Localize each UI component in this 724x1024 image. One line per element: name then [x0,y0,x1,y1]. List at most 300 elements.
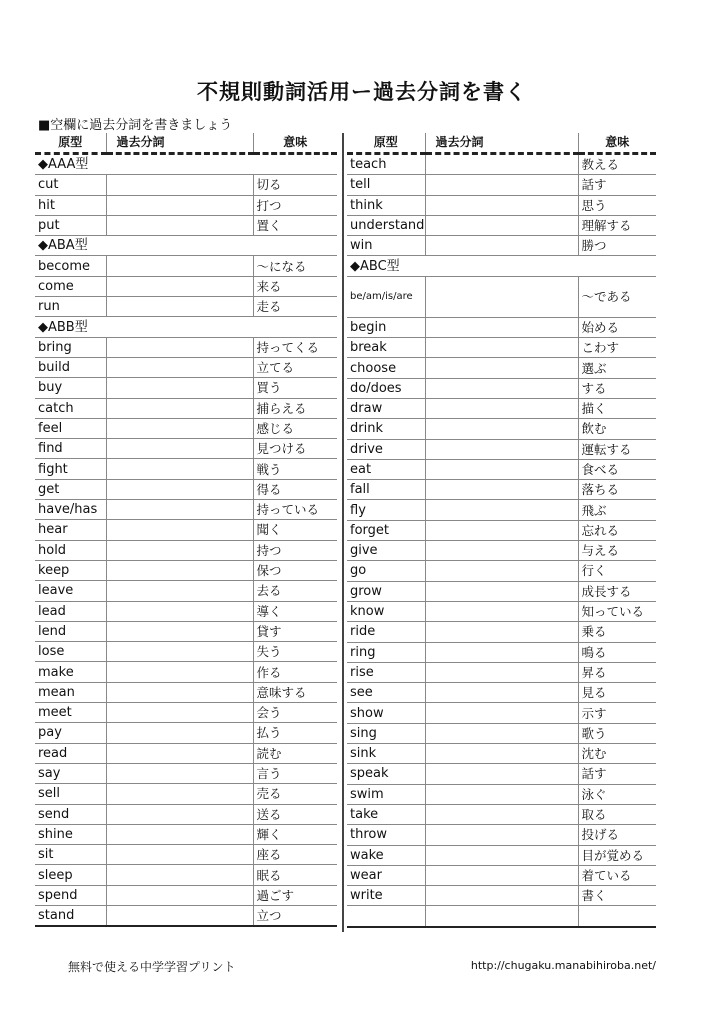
verb-base-form: ring [347,642,425,662]
verb-meaning: 話す [578,764,656,784]
past-participle-blank[interactable] [425,561,578,581]
past-participle-blank[interactable] [106,418,253,438]
verb-base-form: get [35,479,106,499]
verb-base-form: shine [35,824,106,844]
verb-base-form: wear [347,865,425,885]
page-title: 不規則動詞活用ー過去分詞を書く [197,80,527,104]
verb-base-form: bring [35,337,106,357]
verb-row [35,682,337,702]
verb-base-form: do/does [347,378,425,398]
verb-meaning: 保つ [253,560,337,580]
verb-meaning: 去る [253,581,337,601]
past-participle-blank[interactable] [425,845,578,865]
verb-row [35,662,337,682]
verb-row [35,784,337,804]
verb-base-form: wake [347,845,425,865]
verb-meaning: 座る [253,845,337,865]
past-participle-blank[interactable] [106,195,253,215]
verb-meaning: 言う [253,763,337,783]
verb-base-form: hear [35,520,106,540]
past-participle-blank[interactable] [425,804,578,824]
verb-meaning: 忘れる [578,520,656,540]
verb-row [35,215,337,235]
verb-base-form: find [35,439,106,459]
verb-meaning: ～である [578,276,656,317]
verb-meaning: 会う [253,703,337,723]
section-label: ◆ABB型 [35,317,337,337]
verb-meaning: 食べる [578,459,656,479]
verb-base-form: stand [35,905,106,926]
verb-base-form: come [35,276,106,296]
verb-row [347,865,656,885]
left-verb-table-panel [35,133,337,927]
verb-base-form: draw [347,398,425,418]
verb-row [347,561,656,581]
table-header-row [35,133,337,154]
verb-row [347,459,656,479]
verb-row [347,500,656,520]
verb-base-form: say [35,763,106,783]
past-participle-blank[interactable] [106,560,253,580]
verb-base-form: sleep [35,865,106,885]
verb-base-form: send [35,804,106,824]
verb-meaning: 切る [253,175,337,195]
verb-base-form: choose [347,358,425,378]
past-participle-blank[interactable] [425,906,578,927]
past-participle-blank[interactable] [106,500,253,520]
verb-base-form: hold [35,540,106,560]
verb-base-form: win [347,236,425,256]
verb-base-form: feel [35,418,106,438]
verb-row [35,276,337,296]
verb-base-form: hit [35,195,106,215]
past-participle-blank[interactable] [425,154,578,175]
verb-row [35,804,337,824]
verb-meaning: 聞く [253,520,337,540]
verb-base-form: lose [35,642,106,662]
verb-meaning: 始める [578,317,656,337]
verb-meaning: 得る [253,479,337,499]
verb-meaning: 立てる [253,357,337,377]
verb-row [35,824,337,844]
verb-base-form: catch [35,398,106,418]
past-participle-blank[interactable] [106,885,253,905]
verb-meaning: 乗る [578,622,656,642]
past-participle-blank[interactable] [106,357,253,377]
past-participle-blank[interactable] [106,784,253,804]
past-participle-blank[interactable] [106,297,253,317]
verb-base-form: go [347,561,425,581]
past-participle-blank[interactable] [425,865,578,885]
verb-meaning: 描く [578,398,656,418]
past-participle-blank[interactable] [106,581,253,601]
verb-row [347,784,656,804]
verb-base-form: drive [347,439,425,459]
past-participle-blank[interactable] [425,338,578,358]
verb-row [35,418,337,438]
verb-meaning: 泳ぐ [578,784,656,804]
past-participle-blank[interactable] [106,763,253,783]
verb-base-form: put [35,215,106,235]
verb-row [35,500,337,520]
past-participle-blank[interactable] [425,358,578,378]
past-participle-blank[interactable] [425,581,578,601]
verb-base-form: be/am/is/are [347,276,425,317]
verb-base-form: see [347,683,425,703]
past-participle-blank[interactable] [425,276,578,317]
past-participle-blank[interactable] [425,459,578,479]
verb-base-form: read [35,743,106,763]
past-participle-blank[interactable] [106,256,253,276]
verb-row [35,540,337,560]
verb-meaning: 来る [253,276,337,296]
verb-row [347,723,656,743]
verb-row [35,439,337,459]
verb-meaning: 思う [578,195,656,215]
verb-meaning: こわす [578,338,656,358]
instruction-text: ■空欄に過去分詞を書きましょう [38,118,233,133]
past-participle-blank[interactable] [425,784,578,804]
past-participle-blank[interactable] [425,398,578,418]
verb-row [35,520,337,540]
verb-base-form: sell [35,784,106,804]
verb-meaning: 選ぶ [578,358,656,378]
verb-meaning: 意味する [253,682,337,702]
verb-meaning: 落ちる [578,480,656,500]
verb-row [35,743,337,763]
verb-base-form: understand [347,215,425,235]
verb-row [347,154,656,175]
verb-base-form: mean [35,682,106,702]
verb-row [347,581,656,601]
verb-row [347,845,656,865]
verb-row [347,358,656,378]
past-participle-blank[interactable] [425,662,578,682]
panel-divider [342,133,344,932]
verb-meaning: 知っている [578,601,656,621]
verb-row [347,886,656,906]
verb-row [347,541,656,561]
verb-base-form: fight [35,459,106,479]
left-verb-table [35,133,337,927]
header-form: 原型 [35,133,106,154]
past-participle-blank[interactable] [106,175,253,195]
verb-base-form: show [347,703,425,723]
past-participle-blank[interactable] [106,276,253,296]
verb-meaning: 持ってくる [253,337,337,357]
verb-row [347,317,656,337]
verb-meaning: 売る [253,784,337,804]
verb-base-form: swim [347,784,425,804]
footer-site-name: 無料で使える中学学習プリント [68,960,236,974]
past-participle-blank[interactable] [106,824,253,844]
past-participle-blank[interactable] [106,378,253,398]
verb-base-form: throw [347,825,425,845]
verb-meaning: 打つ [253,195,337,215]
past-participle-blank[interactable] [425,520,578,540]
verb-row [347,744,656,764]
past-participle-blank[interactable] [106,215,253,235]
verb-meaning: 理解する [578,215,656,235]
verb-base-form: take [347,804,425,824]
verb-row [35,642,337,662]
verb-row [35,581,337,601]
verb-base-form: begin [347,317,425,337]
past-participle-blank[interactable] [425,317,578,337]
verb-base-form: meet [35,703,106,723]
verb-meaning: 作る [253,662,337,682]
verb-row [347,683,656,703]
verb-meaning: ～になる [253,256,337,276]
past-participle-blank[interactable] [425,703,578,723]
verb-base-form: know [347,601,425,621]
past-participle-blank[interactable] [425,480,578,500]
verb-meaning: 着ている [578,865,656,885]
verb-base-form: fall [347,480,425,500]
verb-meaning: 示す [578,703,656,723]
header-meaning: 意味 [253,133,337,154]
past-participle-blank[interactable] [425,236,578,256]
section-label: ◆AAA型 [35,154,337,175]
verb-meaning: 眠る [253,865,337,885]
past-participle-blank[interactable] [425,439,578,459]
verb-meaning: 飲む [578,419,656,439]
past-participle-blank[interactable] [106,723,253,743]
verb-row [35,865,337,885]
right-verb-table-panel [347,133,656,928]
verb-row [35,905,337,926]
verb-row [347,601,656,621]
past-participle-blank[interactable] [106,642,253,662]
verb-meaning: 取る [578,804,656,824]
verb-row [35,175,337,195]
verb-base-form: sink [347,744,425,764]
verb-meaning: 教える [578,154,656,175]
verb-base-form: speak [347,764,425,784]
verb-meaning: 持つ [253,540,337,560]
past-participle-blank[interactable] [425,215,578,235]
verb-row [347,642,656,662]
verb-meaning: 目が覚める [578,845,656,865]
verb-row [35,357,337,377]
verb-meaning: 飛ぶ [578,500,656,520]
verb-row [35,723,337,743]
verb-meaning: 走る [253,297,337,317]
header-past-participle: 過去分詞 [106,133,253,154]
past-participle-blank[interactable] [425,642,578,662]
past-participle-blank[interactable] [106,703,253,723]
verb-base-form: build [35,357,106,377]
past-participle-blank[interactable] [106,520,253,540]
past-participle-blank[interactable] [425,378,578,398]
verb-row [35,763,337,783]
verb-row [35,256,337,276]
past-participle-blank[interactable] [106,865,253,885]
verb-meaning: 感じる [253,418,337,438]
verb-base-form: become [35,256,106,276]
verb-meaning: 投げる [578,825,656,845]
verb-row [35,378,337,398]
verb-meaning: する [578,378,656,398]
section-header-row [35,154,337,175]
verb-row [35,337,337,357]
verb-base-form: buy [35,378,106,398]
section-header-row [35,317,337,337]
past-participle-blank[interactable] [425,419,578,439]
verb-base-form: lend [35,621,106,641]
verb-meaning [578,906,656,927]
verb-base-form: think [347,195,425,215]
verb-base-form: fly [347,500,425,520]
verb-base-form: break [347,338,425,358]
verb-meaning: 輝く [253,824,337,844]
past-participle-blank[interactable] [425,500,578,520]
verb-base-form: grow [347,581,425,601]
footer-url[interactable]: http://chugaku.manabihiroba.net/ [470,959,656,972]
verb-base-form: tell [347,175,425,195]
verb-meaning: 歌う [578,723,656,743]
header-form: 原型 [347,133,425,154]
past-participle-blank[interactable] [106,398,253,418]
verb-base-form [347,906,425,927]
verb-meaning: 見る [578,683,656,703]
past-participle-blank[interactable] [106,439,253,459]
past-participle-blank[interactable] [425,723,578,743]
verb-row [35,885,337,905]
right-verb-table [347,133,656,928]
verb-base-form: have/has [35,500,106,520]
past-participle-blank[interactable] [425,744,578,764]
past-participle-blank[interactable] [425,886,578,906]
verb-base-form: drink [347,419,425,439]
verb-meaning: 見つける [253,439,337,459]
verb-row [347,378,656,398]
past-participle-blank[interactable] [106,662,253,682]
verb-meaning: 鳴る [578,642,656,662]
past-participle-blank[interactable] [106,682,253,702]
verb-base-form: write [347,886,425,906]
verb-row [347,419,656,439]
verb-meaning: 書く [578,886,656,906]
verb-meaning: 立つ [253,905,337,926]
verb-base-form: eat [347,459,425,479]
past-participle-blank[interactable] [106,337,253,357]
verb-row [347,662,656,682]
past-participle-blank[interactable] [106,621,253,641]
verb-row [347,215,656,235]
past-participle-blank[interactable] [106,540,253,560]
verb-meaning: 失う [253,642,337,662]
past-participle-blank[interactable] [106,905,253,926]
verb-row [347,703,656,723]
past-participle-blank[interactable] [425,683,578,703]
verb-row [35,459,337,479]
verb-base-form: lead [35,601,106,621]
past-participle-blank[interactable] [425,175,578,195]
past-participle-blank[interactable] [106,479,253,499]
verb-row [347,520,656,540]
past-participle-blank[interactable] [425,764,578,784]
verb-meaning: 行く [578,561,656,581]
verb-meaning: 勝つ [578,236,656,256]
verb-row [35,601,337,621]
verb-meaning: 置く [253,215,337,235]
past-participle-blank[interactable] [106,804,253,824]
verb-base-form: leave [35,581,106,601]
verb-row [35,195,337,215]
verb-meaning: 昇る [578,662,656,682]
verb-meaning: 与える [578,541,656,561]
verb-base-form: spend [35,885,106,905]
past-participle-blank[interactable] [106,743,253,763]
verb-meaning: 送る [253,804,337,824]
verb-row [35,845,337,865]
verb-meaning: 成長する [578,581,656,601]
verb-meaning: 沈む [578,744,656,764]
past-participle-blank[interactable] [425,601,578,621]
verb-meaning: 話す [578,175,656,195]
verb-meaning: 持っている [253,500,337,520]
verb-base-form: give [347,541,425,561]
verb-row [347,276,656,317]
verb-base-form: pay [35,723,106,743]
verb-meaning: 導く [253,601,337,621]
verb-row [347,764,656,784]
past-participle-blank[interactable] [106,601,253,621]
section-label: ◆ABC型 [347,256,656,276]
section-label: ◆ABA型 [35,236,337,256]
section-header-row [347,256,656,276]
past-participle-blank[interactable] [106,459,253,479]
verb-meaning: 貸す [253,621,337,641]
past-participle-blank[interactable] [106,845,253,865]
verb-base-form: keep [35,560,106,580]
verb-row [347,804,656,824]
verb-meaning: 捕らえる [253,398,337,418]
verb-base-form: sing [347,723,425,743]
verb-base-form: rise [347,662,425,682]
verb-base-form: ride [347,622,425,642]
verb-meaning: 運転する [578,439,656,459]
verb-meaning: 払う [253,723,337,743]
verb-base-form: teach [347,154,425,175]
verb-row [347,195,656,215]
past-participle-blank[interactable] [425,195,578,215]
verb-row [347,480,656,500]
verb-row [35,398,337,418]
verb-meaning: 読む [253,743,337,763]
section-header-row [35,236,337,256]
verb-row [347,906,656,927]
verb-row [347,439,656,459]
past-participle-blank[interactable] [425,541,578,561]
verb-row [347,825,656,845]
table-header-row [347,133,656,154]
verb-row [35,479,337,499]
header-past-participle: 過去分詞 [425,133,578,154]
past-participle-blank[interactable] [425,622,578,642]
verb-row [35,297,337,317]
verb-row [347,175,656,195]
verb-row [347,236,656,256]
verb-base-form: cut [35,175,106,195]
verb-row [347,338,656,358]
header-meaning: 意味 [578,133,656,154]
past-participle-blank[interactable] [425,825,578,845]
verb-row [35,621,337,641]
verb-meaning: 過ごす [253,885,337,905]
verb-base-form: forget [347,520,425,540]
